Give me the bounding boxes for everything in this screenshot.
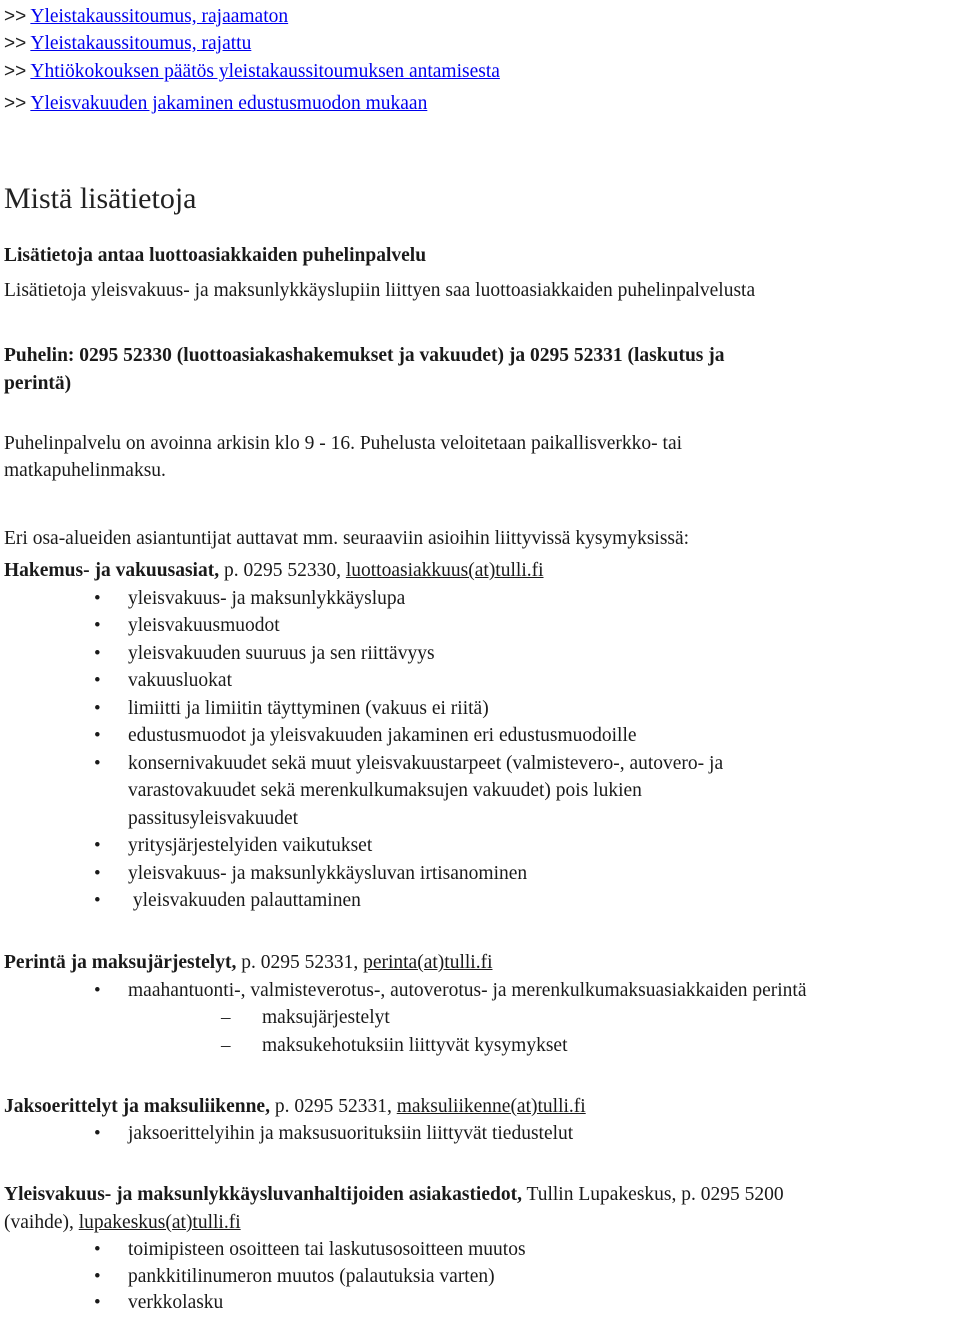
- nav-link-row: [4, 30, 251, 57]
- list-item-text: limiitti ja limiitin täyttyminen (vakuus ei riitä): [128, 698, 489, 719]
- hakemus-email-link[interactable]: luottoasiakkuus(at)tulli.fi: [345, 560, 544, 581]
- phone-line: Puhelin: 0295 52330 (luottoasiakashakemukset ja vakuudet) ja 0295 52331 (laskutus ja: [4, 345, 725, 366]
- list-item-text: jaksoerittelyihin ja maksusuorituksiin liittyvät tiedustelut: [128, 1123, 574, 1144]
- section-title: Mistä lisätietoja: [4, 182, 197, 215]
- jakso-heading: [4, 1093, 586, 1120]
- dash-icon: –: [221, 1035, 231, 1056]
- bullet-icon: •: [94, 615, 101, 636]
- jakso-email-link[interactable]: maksuliikenne(at)tulli.fi: [396, 1096, 586, 1117]
- lupa-heading: [4, 1181, 784, 1208]
- sub-list-item-text: maksujärjestelyt: [262, 1007, 390, 1028]
- bullet-icon: •: [94, 698, 101, 719]
- dash-icon: –: [221, 1007, 231, 1028]
- bullet-icon: •: [94, 863, 101, 884]
- perinta-heading: [4, 949, 493, 976]
- lupa-label: Yleisvakuus- ja maksunlykkäysluvanhaltijoiden asiakastiedot,: [4, 1184, 522, 1205]
- sub-list-item-text: maksukehotuksiin liittyvät kysymykset: [262, 1035, 568, 1056]
- hakemus-heading: [4, 557, 544, 584]
- hours-line-cont: matkapuhelinmaksu.: [4, 460, 166, 481]
- nav-link-yhtiokokous[interactable]: Yhtiökokouksen päätös yleistakaussitoumuksen antamisesta: [30, 61, 500, 82]
- bullet-icon: •: [94, 643, 101, 664]
- bullet-icon: •: [94, 1266, 101, 1287]
- list-item-text: yritysjärjestelyiden vaikutukset: [128, 835, 373, 856]
- bullet-icon: •: [94, 670, 101, 691]
- list-item-text: pankkitilinumeron muutos (palautuksia varten): [128, 1266, 495, 1287]
- hours-line: Puhelinpalvelu on avoinna arkisin klo 9 - 16. Puhelusta veloitetaan paikallisverkko- tai: [4, 433, 683, 454]
- bullet-icon: •: [94, 1123, 101, 1144]
- nav-arrow: >>: [4, 93, 27, 114]
- bullet-icon: •: [94, 1239, 101, 1260]
- nav-link-row: [4, 3, 288, 30]
- nav-arrow: >>: [4, 6, 27, 27]
- hakemus-phone: p. 0295 52330,: [219, 560, 346, 581]
- nav-link-jakaminen[interactable]: Yleisvakuuden jakaminen edustusmuodon mukaan: [30, 93, 428, 114]
- perinta-email-link[interactable]: perinta(at)tulli.fi: [363, 952, 493, 973]
- nav-link-row: [4, 58, 500, 85]
- nav-arrow: >>: [4, 61, 27, 82]
- list-item-text: yleisvakuusmuodot: [128, 615, 280, 636]
- experts-text: Eri osa-alueiden asiantuntijat auttavat mm. seuraaviin asioihin liittyvissä kysymyksissä:: [4, 528, 690, 549]
- hakemus-label: Hakemus- ja vakuusasiat,: [4, 560, 220, 581]
- list-item-text: konsernivakuudet sekä muut yleisvakuustarpeet (valmistevero-, autovero- ja: [128, 753, 724, 774]
- lupa-heading-cont: [4, 1209, 241, 1236]
- list-item-text: passitusyleisvakuudet: [128, 808, 299, 829]
- bullet-icon: •: [94, 835, 101, 856]
- list-item-text: yleisvakuus- ja maksunlykkäysluvan irtisanominen: [128, 863, 528, 884]
- bullet-icon: •: [94, 980, 101, 1001]
- lupa-email-link[interactable]: lupakeskus(at)tulli.fi: [78, 1212, 241, 1233]
- bullet-icon: •: [94, 890, 101, 911]
- perinta-label: Perintä ja maksujärjestelyt,: [4, 952, 237, 973]
- jakso-label: Jaksoerittelyt ja maksuliikenne,: [4, 1096, 270, 1117]
- lupa-prefix: (vaihde),: [4, 1212, 79, 1233]
- list-item-text: verkkolasku: [128, 1292, 224, 1313]
- list-item-text: maahantuonti-, valmisteverotus-, autoverotus- ja merenkulkumaksuasiakkaiden perintä: [128, 980, 807, 1001]
- bullet-icon: •: [94, 588, 101, 609]
- perinta-phone: p. 0295 52331,: [236, 952, 364, 973]
- jakso-phone: p. 0295 52331,: [269, 1096, 397, 1117]
- nav-link-row: [4, 90, 427, 117]
- bullet-icon: •: [94, 753, 101, 774]
- list-item-text: toimipisteen osoitteen tai laskutusosoitteen muutos: [128, 1239, 526, 1260]
- list-item-text: yleisvakuuden suuruus ja sen riittävyys: [128, 643, 435, 664]
- list-item-text: yleisvakuus- ja maksunlykkäyslupa: [128, 588, 406, 609]
- nav-arrow: >>: [4, 33, 27, 54]
- list-item-text: varastovakuudet sekä merenkulkumaksujen vakuudet) pois lukien: [128, 780, 642, 801]
- bullet-icon: •: [94, 1292, 101, 1313]
- list-item-text: edustusmuodot ja yleisvakuuden jakaminen eri edustusmuodoille: [128, 725, 637, 746]
- info-heading: Lisätietoja antaa luottoasiakkaiden puhelinpalvelu: [4, 245, 427, 266]
- info-intro: Lisätietoja yleisvakuus- ja maksunlykkäyslupiin liittyen saa luottoasiakkaiden puhelinpalvelusta: [4, 280, 756, 301]
- list-item-text: vakuusluokat: [128, 670, 232, 691]
- nav-link-rajattu[interactable]: Yleistakaussitoumus, rajattu: [30, 33, 252, 54]
- lupa-rest: Tullin Lupakeskus, p. 0295 5200: [521, 1184, 784, 1205]
- phone-line-cont: perintä): [4, 373, 72, 394]
- nav-link-rajaamaton[interactable]: Yleistakaussitoumus, rajaamaton: [30, 6, 289, 27]
- list-item-text: yleisvakuuden palauttaminen: [128, 890, 361, 911]
- bullet-icon: •: [94, 725, 101, 746]
